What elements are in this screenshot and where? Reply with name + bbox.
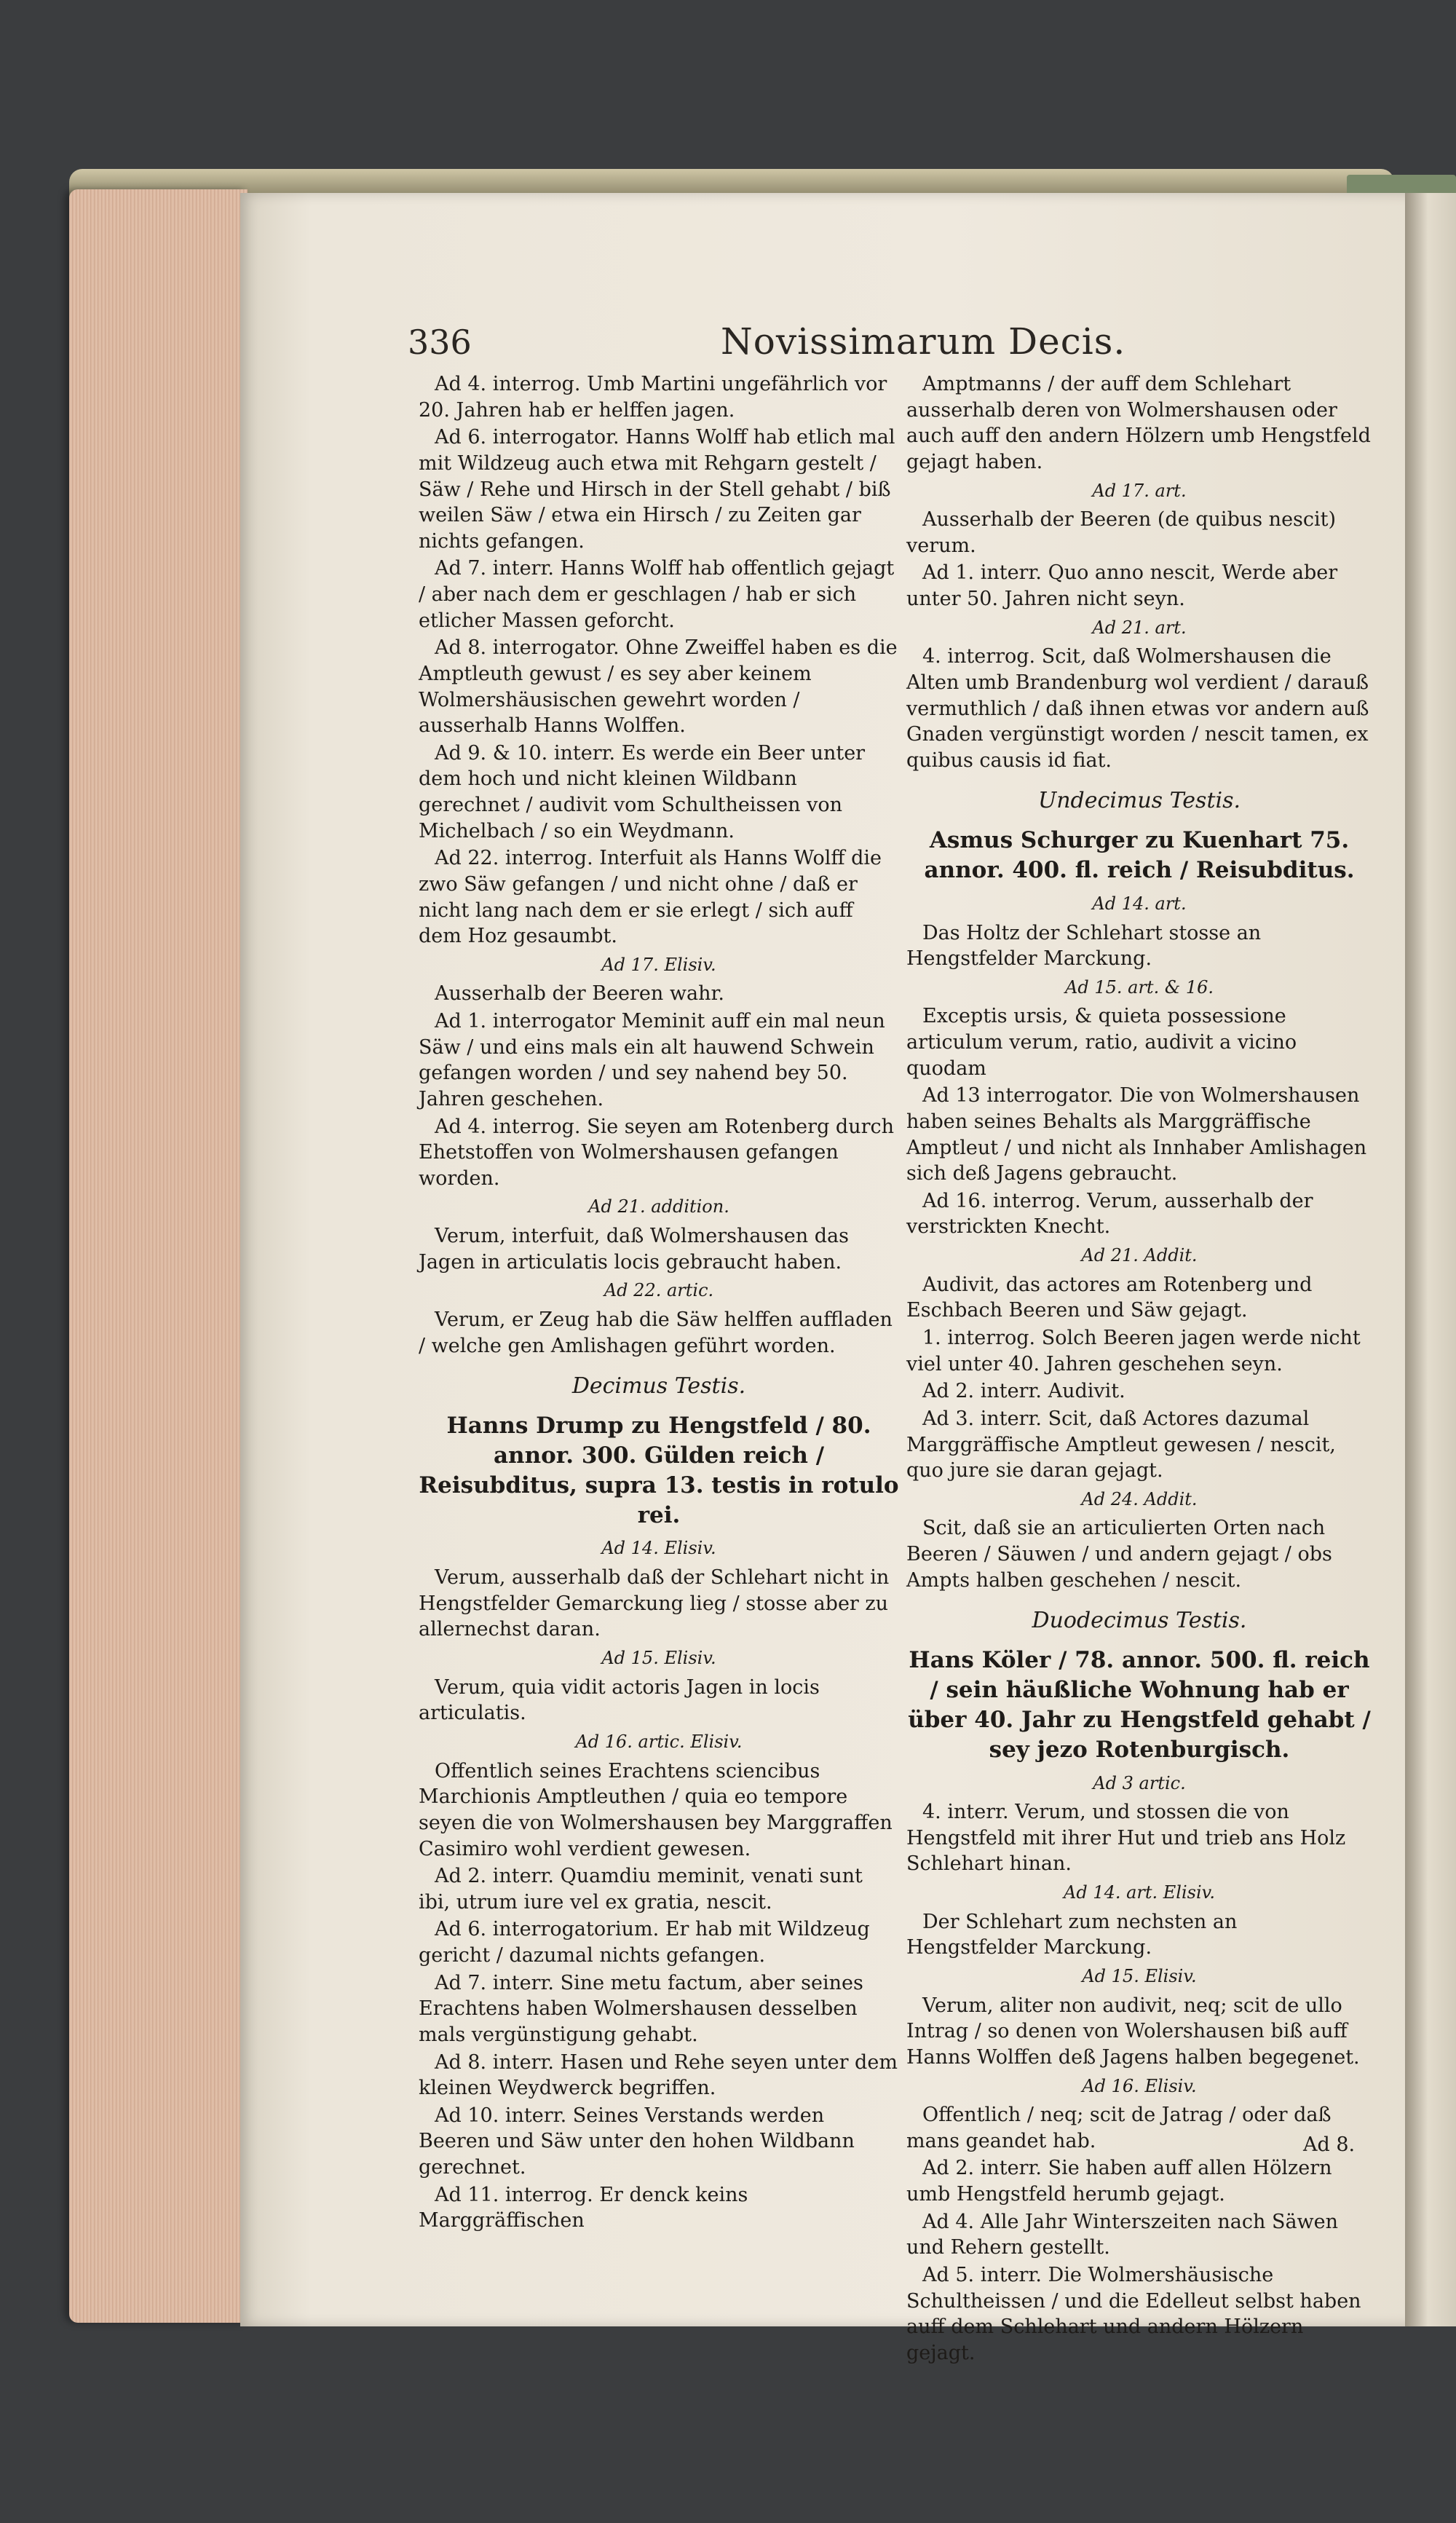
section-label: Ad 15. Elisiv. bbox=[601, 1648, 716, 1669]
witness-name: Hans Köler / 78. annor. 500. fl. reich / sein häußliche Wohnung hab er über 40. Jahr zu Hengstfeld gehabt / sey jezo Rotenburgisch. bbox=[908, 1646, 1371, 1763]
paragraph: Ad 2. interr. Audivit. bbox=[922, 1380, 1125, 1403]
paragraph: Verum, interfuit, daß Wolmershausen das Jagen in articulatis locis gebraucht haben. bbox=[419, 1225, 849, 1274]
paragraph: Offentlich / neq; scit de Jatrag / oder daß mans geandet hab. bbox=[906, 2104, 1332, 2152]
catchword: Ad 8. bbox=[1303, 2133, 1356, 2156]
paragraph: Verum, ausserhalb daß der Schlehart nicht in Hengstfelder Gemarckung lieg / stosse aber zu allernechst daran. bbox=[419, 1566, 890, 1641]
paragraph: Ad 22. interrog. Interfuit als Hanns Wolff die zwo Säw gefangen / und nicht ohne / daß er nicht lang nach dem er sie erlegt / sich auff dem Hoz gesaumbt. bbox=[419, 847, 882, 948]
paragraph: Ad 8. interrogator. Ohne Zweiffel haben es die Amptleuth gewust / es sey aber keinem Wolmershäusischen gewehrt worden / ausserhalb Hanns Wolffen. bbox=[419, 636, 898, 738]
paragraph: Ad 4. interrog. Umb Martini ungefährlich vor 20. Jahren hab er helffen jagen. bbox=[419, 373, 887, 422]
section-label: Ad 17. art. bbox=[1092, 480, 1187, 501]
paragraph: Ad 6. interrogatorium. Er hab mit Wildzeug gericht / dazumal nichts gefangen. bbox=[419, 1918, 870, 1967]
paragraph: Verum, aliter non audivit, neq; scit de ullo Intrag / so denen von Wolershausen biß auff Hanns Wolffen deß Jagens halben begegenet. bbox=[906, 1994, 1360, 2069]
witness-heading: Undecimus Testis. bbox=[1037, 788, 1241, 814]
running-title: Novissimarum Decis. bbox=[721, 320, 1126, 363]
paragraph: Der Schlehart zum nechsten an Hengstfelder Marckung. bbox=[906, 1910, 1238, 1959]
paragraph: 1. interrog. Solch Beeren jagen werde nicht viel unter 40. Jahren geschehen seyn. bbox=[906, 1327, 1361, 1375]
paragraph: Ad 13 interrogator. Die von Wolmershausen haben seines Behalts als Marggräffische Amptleut / und nicht als Innhaber Amlishagen sich deß Jagens gebraucht. bbox=[906, 1084, 1367, 1185]
paragraph: Ad 4. interrog. Sie seyen am Rotenberg durch Ehetstoffen von Wolmershausen gefangen worden. bbox=[419, 1115, 895, 1190]
paragraph: Ad 2. interr. Sie haben auff allen Hölzern umb Hengstfeld herumb gejagt. bbox=[906, 2157, 1332, 2206]
paragraph: Audivit, das actores am Rotenberg und Eschbach Beeren und Säw gejagt. bbox=[906, 1273, 1313, 1322]
section-label: Ad 15. art. & 16. bbox=[1065, 976, 1214, 998]
paragraph: Amptmanns / der auff dem Schlehart ausserhalb deren von Wolmershausen oder auch auff den andern Hölzern umb Hengstfeld gejagt haben. bbox=[906, 373, 1371, 473]
paragraph: Ad 6. interrogator. Hanns Wolff hab etlich mal mit Wildzeug auch etwa mit Rehgarn gestelt / Säw / Rehe und Hirsch in der Stell gehabt / biß weilen Säw / etwa ein Hirsch / zu Zeiten gar nichts gefangen. bbox=[419, 426, 895, 553]
section-label: Ad 22. artic. bbox=[604, 1280, 714, 1301]
section-label: Ad 14. Elisiv. bbox=[601, 1538, 716, 1559]
paragraph: Ad 1. interrogator Meminit auff ein mal neun Säw / und eins mals ein alt hauwend Schwein gefangen worden / und sey nahend bey 50. Jahren geschehen. bbox=[419, 1010, 885, 1110]
section-label: Ad 16. Elisiv. bbox=[1082, 2075, 1197, 2096]
paragraph: Verum, quia vidit actoris Jagen in locis articulatis. bbox=[419, 1675, 820, 1725]
paragraph: Das Holtz der Schlehart stosse an Hengstfelder Marckung. bbox=[906, 921, 1262, 971]
paragraph: Ad 10. interr. Seines Verstands werden Beeren und Säw unter den hohen Wildbann gerechnet. bbox=[419, 2104, 855, 2179]
paragraph: Ad 7. interr. Hanns Wolff hab offentlich gejagt / aber nach dem er geschlagen / hab er sich etlicher Massen geforcht. bbox=[419, 557, 895, 632]
paragraph: 4. interr. Verum, und stossen die von Hengstfeld mit ihrer Hut und trieb ans Holz Schlehart hinan. bbox=[906, 1801, 1346, 1876]
left-column bbox=[419, 371, 899, 2235]
witness-heading: Duodecimus Testis. bbox=[1032, 1608, 1247, 1634]
section-label: Ad 17. Elisiv. bbox=[601, 954, 716, 975]
paragraph: 4. interrog. Scit, daß Wolmershausen die Alten umb Brandenburg wol verdient / darauß vermuthlich / daß ihnen etwas vor andern auß Gnaden vergünstigt worden / nescit tamen, ex quibus causis id fiat. bbox=[906, 645, 1369, 772]
paragraph: Ad 3. interr. Scit, daß Actores dazumal Marggräffische Amptleut gewesen / nescit, quo jure sie daran gejagt. bbox=[906, 1407, 1336, 1482]
paragraph: Ausserhalb der Beeren (de quibus nescit) verum. bbox=[906, 508, 1337, 557]
paragraph: Ad 1. interr. Quo anno nescit, Werde aber unter 50. Jahren nicht seyn. bbox=[906, 561, 1338, 611]
section-label: Ad 14. art. Elisiv. bbox=[1063, 1882, 1215, 1903]
paragraph: Exceptis ursis, & quieta possessione articulum verum, ratio, audivit a vicino quodam bbox=[906, 1005, 1297, 1080]
page-gutter bbox=[1405, 193, 1456, 2326]
section-label: Ad 21. art. bbox=[1092, 617, 1187, 638]
right-column bbox=[906, 371, 1372, 2367]
section-label: Ad 15. Elisiv. bbox=[1082, 1966, 1197, 1986]
paragraph: Ad 8. interr. Hasen und Rehe seyen unter dem kleinen Weydwerck begriffen. bbox=[419, 2050, 898, 2100]
paragraph: Ad 7. interr. Sine metu factum, aber seines Erachtens haben Wolmershausen desselben mals vergünstigung gehabt. bbox=[419, 1971, 863, 2046]
paragraph: Scit, daß sie an articulierten Orten nach Beeren / Säuwen / und andern gejagt / obs Ampts halben geschehen / nescit. bbox=[906, 1517, 1332, 1592]
paragraph: Ad 16. interrog. Verum, ausserhalb der verstrickten Knecht. bbox=[906, 1189, 1313, 1239]
paragraph: Ad 5. interr. Die Wolmershäusische Schultheissen / und die Edelleut selbst haben auff dem Schlehart und andern Hölzern gejagt. bbox=[906, 2263, 1361, 2364]
section-label: Ad 24. Addit. bbox=[1081, 1488, 1198, 1509]
paragraph: Ad 9. & 10. interr. Es werde ein Beer unter dem hoch und nicht kleinen Wildbann gerechnet / audivit vom Schultheissen von Michelbach / so ein Weydmann. bbox=[419, 741, 866, 842]
paragraph: Ad 11. interrog. Er denck keins Marggräffischen bbox=[419, 2183, 748, 2232]
section-label: Ad 14. art. bbox=[1092, 893, 1187, 914]
section-label: Ad 21. Addit. bbox=[1081, 1245, 1198, 1266]
page-edges bbox=[69, 189, 248, 2323]
witness-name: Hanns Drump zu Hengstfeld / 80. annor. 300. Gülden reich / Reisubditus, supra 13. testis in rotulo rei. bbox=[419, 1412, 899, 1528]
witness-name: Asmus Schurger zu Kuenhart 75. annor. 400. fl. reich / Reisubditus. bbox=[924, 827, 1355, 883]
paragraph: Ad 2. interr. Quamdiu meminit, venati sunt ibi, utrum iure vel ex gratia, nescit. bbox=[419, 1865, 863, 1914]
section-label: Ad 21. addition. bbox=[588, 1196, 729, 1217]
paragraph: Verum, er Zeug hab die Säw helffen auffladen / welche gen Amlishagen geführt worden. bbox=[419, 1308, 893, 1357]
witness-heading: Decimus Testis. bbox=[571, 1373, 746, 1399]
section-label: Ad 3 artic. bbox=[1093, 1772, 1186, 1793]
paragraph: Ausserhalb der Beeren wahr. bbox=[435, 982, 724, 1006]
page-number: 336 bbox=[408, 323, 472, 362]
paragraph: Ad 4. Alle Jahr Winterszeiten nach Säwen und Rehern gestellt. bbox=[906, 2210, 1339, 2259]
section-label: Ad 16. artic. Elisiv. bbox=[575, 1731, 743, 1752]
paragraph: Offentlich seines Erachtens sciencibus Marchionis Amptleuthen / quia eo tempore seyen die von Wolmershausen bey Marggraffen Casimiro wohl verdient gewesen. bbox=[419, 1759, 893, 1860]
